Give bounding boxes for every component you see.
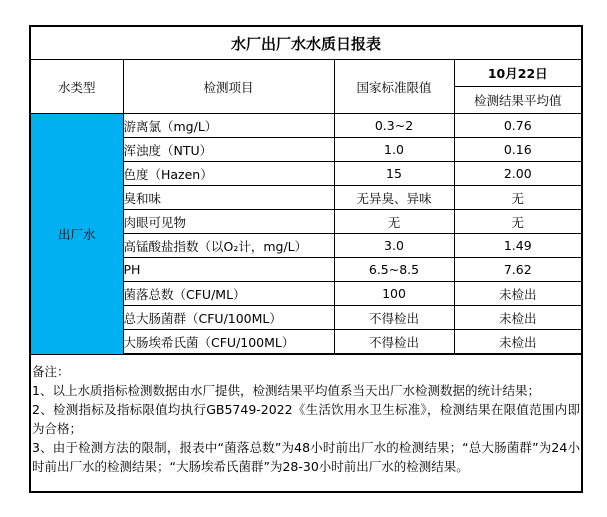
result-cell: 7.62 (454, 258, 581, 282)
item-cell: 总大肠菌群（CFU/100ML） (123, 306, 334, 330)
limit-cell: 1.0 (334, 138, 454, 162)
water-type-cell: 出厂水 (31, 114, 123, 355)
item-cell: 菌落总数（CFU/ML） (123, 282, 334, 306)
limit-cell: 0.3~2 (334, 114, 454, 138)
result-cell: 未检出 (454, 306, 581, 330)
note-line: 3、由于检测方法的限制，报表中“菌落总数”为48小时前出厂水的检测结果；“总大肠菌群”为24小时前出厂水的检测结果；“大肠埃希氏菌群”为28-30小时前出厂水的检测结果。 (32, 440, 580, 474)
col-header-item: 检测项目 (123, 60, 334, 114)
limit-cell: 无 (334, 210, 454, 234)
item-cell: 高锰酸盐指数（以O₂计，mg/L） (123, 234, 334, 258)
note-line: 2、检测指标及指标限值均执行GB5749-2022《生活饮用水卫生标准》，检测结果在限值范围内即为合格； (32, 402, 580, 436)
notes-section (31, 355, 581, 476)
limit-cell: 15 (334, 162, 454, 186)
result-cell: 无 (454, 210, 581, 234)
result-cell: 1.49 (454, 234, 581, 258)
limit-cell: 100 (334, 282, 454, 306)
limit-cell: 不得检出 (334, 330, 454, 355)
limit-cell: 3.0 (334, 234, 454, 258)
item-cell: 色度（Hazen） (123, 162, 334, 186)
col-header-water-type: 水类型 (31, 60, 123, 114)
item-cell: 大肠埃希氏菌（CFU/100ML） (123, 330, 334, 355)
item-cell: 肉眼可见物 (123, 210, 334, 234)
item-cell: 浑浊度（NTU） (123, 138, 334, 162)
item-cell: 游离氯（mg/L） (123, 114, 334, 138)
water-quality-table (31, 27, 581, 355)
col-header-limit: 国家标准限值 (334, 60, 454, 114)
title-row (31, 27, 581, 60)
result-cell: 0.76 (454, 114, 581, 138)
header-row (31, 60, 581, 87)
limit-cell: 无异臭、异味 (334, 186, 454, 210)
item-cell: 臭和味 (123, 186, 334, 210)
col-header-result-avg: 检测结果平均值 (454, 87, 581, 114)
table-row (31, 114, 581, 138)
result-cell: 0.16 (454, 138, 581, 162)
result-cell: 2.00 (454, 162, 581, 186)
limit-cell: 6.5~8.5 (334, 258, 454, 282)
limit-cell: 不得检出 (334, 306, 454, 330)
col-header-date: 10月22日 (454, 60, 581, 87)
item-cell: PH (123, 258, 334, 282)
note-line: 1、以上水质指标检测数据由水厂提供，检测结果平均值系当天出厂水检测数据的统计结果； (32, 383, 540, 398)
result-cell: 无 (454, 186, 581, 210)
report-title: 水厂出厂水水质日报表 (31, 27, 581, 60)
report-box (29, 25, 583, 493)
result-cell: 未检出 (454, 282, 581, 306)
result-cell: 未检出 (454, 330, 581, 355)
notes-label: 备注： (32, 364, 70, 379)
